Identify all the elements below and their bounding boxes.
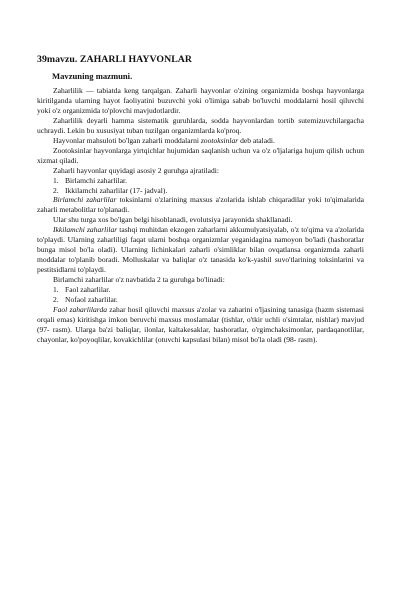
paragraph-zootoxins xyxy=(37,136,364,146)
document-body xyxy=(37,86,364,345)
list-number: 2. xyxy=(53,185,59,195)
italic-term: Ikkilamchi zaharlilar xyxy=(53,225,118,235)
list-item xyxy=(37,295,364,305)
italic-term: zootoksinlar xyxy=(200,135,239,145)
paragraph-text: deb ataladi. xyxy=(238,135,275,145)
list-number: 1. xyxy=(53,175,59,185)
paragraph-distribution: Zaharlilik deyarli hamma sistematik guruhlarda, sodda hayvonlardan tortib sutemizuvchilargacha uchraydi. Lekin bu xususiyat tuban tuzilgan organizmlarda ko'proq. xyxy=(37,115,364,135)
list-text: Birlamchi zaharlilar. xyxy=(65,175,128,185)
paragraph-zootoxin-function: Zootoksinlar hayvonlarga yirtqichlar hujumidan saqlanish uchun va o'z o'ljalariga hujum qilish uchun xizmat qiladi. xyxy=(37,145,364,165)
section-subtitle: Mavzuning mazmuni. xyxy=(52,71,133,81)
paragraph-text: tashqi muhitdan ekzogen zaharlarni akkumulyatsiyalab, o'z to'qima va a'zolarida to'playdi. Ularning zaharliligi faqat ularni boshqa organizmlar yeganidagina namoyon bo'ladi (hashoratlar bunga misol bo'la oladi). Ularning lichinkalari zaharli o'simliklar bilan ovqatlansa organizmda zaharli moddalar to'planib boradi. Molluskalar va baliqlar o'z tanasida ko'k-yashil suvo'tlarining toksinlarini va pestitsidlarni to'playdi. xyxy=(37,225,364,275)
paragraph-text: toksinlarni o'zlarining maxsus a'zolarida ishlab chiqaradilar yoki to'qimalarida zaharli metabolitlar to'planadi. xyxy=(37,195,365,215)
italic-term: Faol zaharlilarda xyxy=(53,304,107,314)
paragraph-text: Hayvonlar mahsuloti bo'lgan zaharli moddalarni xyxy=(53,135,201,145)
paragraph-evolution: Ular shu turga xos bo'lgan belgi hisoblanadi, evolutsiya jarayonida shakllanadi. xyxy=(53,215,293,225)
list-text: Faol zaharlilar. xyxy=(65,285,111,295)
list-item xyxy=(37,176,364,186)
paragraph-groups-intro: Zaharli hayvonlar quyidagi asosiy 2 guruhga ajratiladi: xyxy=(53,165,219,175)
paragraph-active-toxic xyxy=(37,305,364,345)
list-text: Nofaol zaharlilar. xyxy=(65,295,118,305)
list-text: Ikkilamchi zaharlilar (17- jadval). xyxy=(65,185,168,195)
paragraph-text: zahar hosil qiluvchi maxsus a'zolar va zaharini o'ljasining tanasiga (hazm sistemasi orqali emas) kiritishga imkon beruvchi maxsus moslamalar (tishlar, o'tkir uchli o'simtalar, nishlar) mavjud (97- rasm). Ularga ba'zi baliqlar, ilonlar, kaltakesaklar, hashoratlar, o'rgimchaksimonlar, pardaqanotlilar, chayonlar, ko'poyoqlilar, kovakichlilar (otuvchi kapsulasi bilan) misol bo'la oladi (98- rasm). xyxy=(37,304,364,344)
list-subgroups xyxy=(37,285,364,305)
list-groups xyxy=(37,176,364,196)
paragraph-secondary-toxic xyxy=(37,225,364,275)
paragraph-primary-toxic xyxy=(37,195,364,215)
list-number: 1. xyxy=(53,285,59,295)
list-item xyxy=(37,285,364,295)
italic-term: Birlamchi zaharlilar xyxy=(53,195,117,205)
list-number: 2. xyxy=(53,295,59,305)
page-title: 39mavzu. ZAHARLI HAYVONLAR xyxy=(37,54,193,65)
paragraph-definition: Zaharlilik — tabiatda keng tarqalgan. Zaharli hayvonlar o'zining organizmida boshqa hayvonlarga kiritilganda ularning hayot faoliyatini buzuvchi yoki o'limiga sabab bo'luvchi moddalarni hosil qiluvchi yoki o'z organizmida to'plovchi mavjudotlardir. xyxy=(37,86,364,115)
paragraph-primary-subgroups: Birlamchi zaharlilar o'z navbatida 2 ta guruhga bo'linadi: xyxy=(53,275,225,285)
list-item xyxy=(37,186,364,196)
